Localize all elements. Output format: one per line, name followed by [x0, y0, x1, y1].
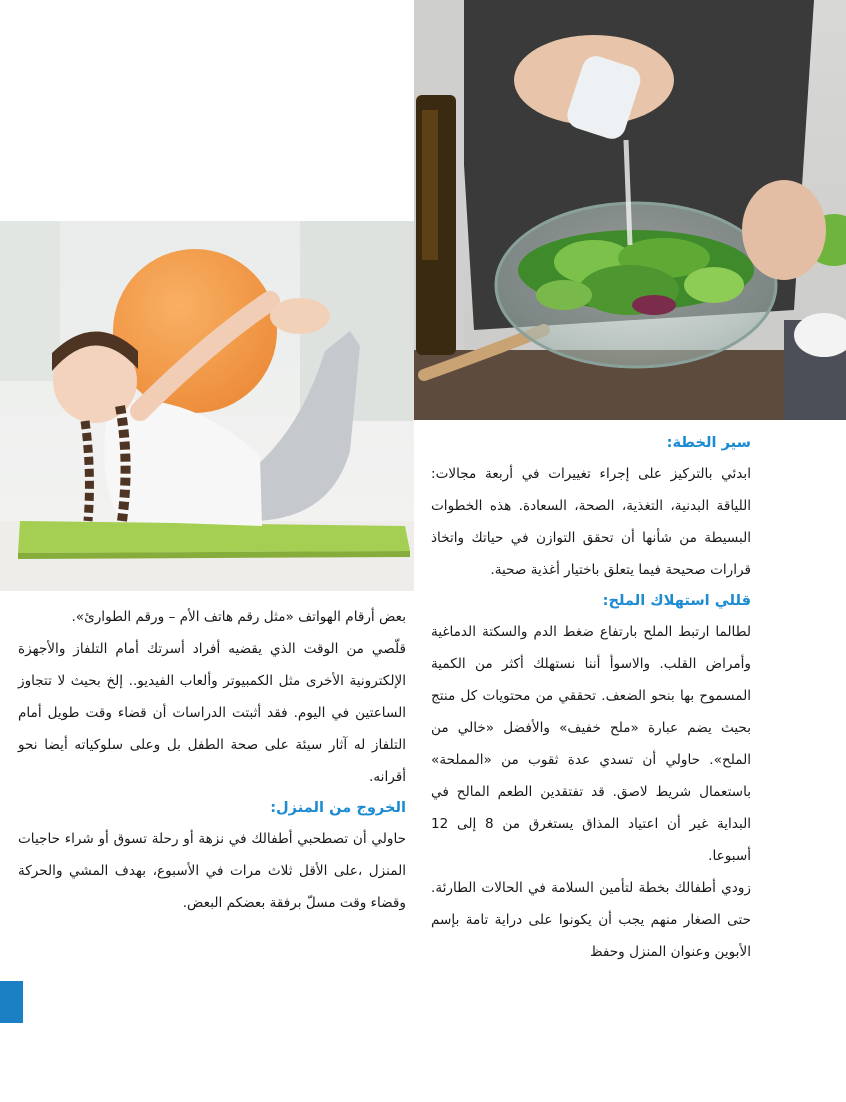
left-text-column: [18, 601, 406, 919]
salad-photo: [414, 0, 846, 420]
section-heading-outing: الخروج من المنزل:: [270, 799, 406, 816]
section-heading-salt: قللي استهلاك الملح:: [602, 592, 751, 609]
right-text-column: [431, 428, 751, 968]
paragraph-plan: ابدئي بالتركيز على إجراء تغييرات في أربعة مجالات: اللياقة البدنية، التغذية، الصحة، السعادة. هذه الخطوات البسيطة من شأنها أن تحقق التوازن في حياتك واتخاذ قرارات صحيحة فيما يتعلق باختيار أغذية صحية.: [431, 466, 751, 578]
paragraph-screen-time: قلّصي من الوقت الذي يقضيه أفراد أسرتك أمام التلفاز والأجهزة الإلكترونية الأخرى مثل الكمبيوتر وألعاب الفيديو.. إلخ بحيث لا تتجاوز الساعتين في اليوم. فقد أثبتت الدراسات أن قضاء وقت طويل أمام التلفاز له آثار سيئة على صحة الطفل بل وعلى سلوكياته أيضا نحو أقرانه.: [18, 641, 406, 785]
paragraph-salt: لطالما ارتبط الملح بارتفاع ضغط الدم والسكتة الدماغية وأمراض القلب. والاسوأ أننا نستهلك أكثر من الكمية المسموح بها بنحو الضعف. تحققي من محتويات كل منتج بحيث يضم عبارة «ملح خفيف» والأفضل «خالي من الملح». حاولي أن تسدي عدة ثقوب من «المملحة» باستعمال شريط لاصق. قد تفتقدين الطعم المالح في البداية غير أن اعتياد المذاق يستغرق من 8 إلى 12 أسبوعا.: [431, 624, 751, 864]
yoga-photo: [0, 221, 414, 591]
paragraph-outing: حاولي أن تصطحبي أطفالك في نزهة أو رحلة تسوق أو شراء حاجيات المنزل ،على الأقل ثلاث مرات في الأسبوع، بهدف المشي والحركة وقضاء وقت مسلّ برفقة بعضكم البعض.: [18, 831, 406, 911]
section-heading-plan: سير الخطة:: [666, 434, 751, 451]
paragraph-emergency: زودي أطفالك بخطة لتأمين السلامة في الحالات الطارئة. حتى الصغار منهم يجب أن يكونوا على دراية تامة بإسم الأبوين وعنوان المنزل وحفظ: [431, 880, 751, 960]
paragraph-phone-numbers: بعض أرقام الهواتف «مثل رقم هاتف الأم – ورقم الطوارئ».: [71, 609, 406, 625]
page-edge-tab: [0, 981, 23, 1023]
